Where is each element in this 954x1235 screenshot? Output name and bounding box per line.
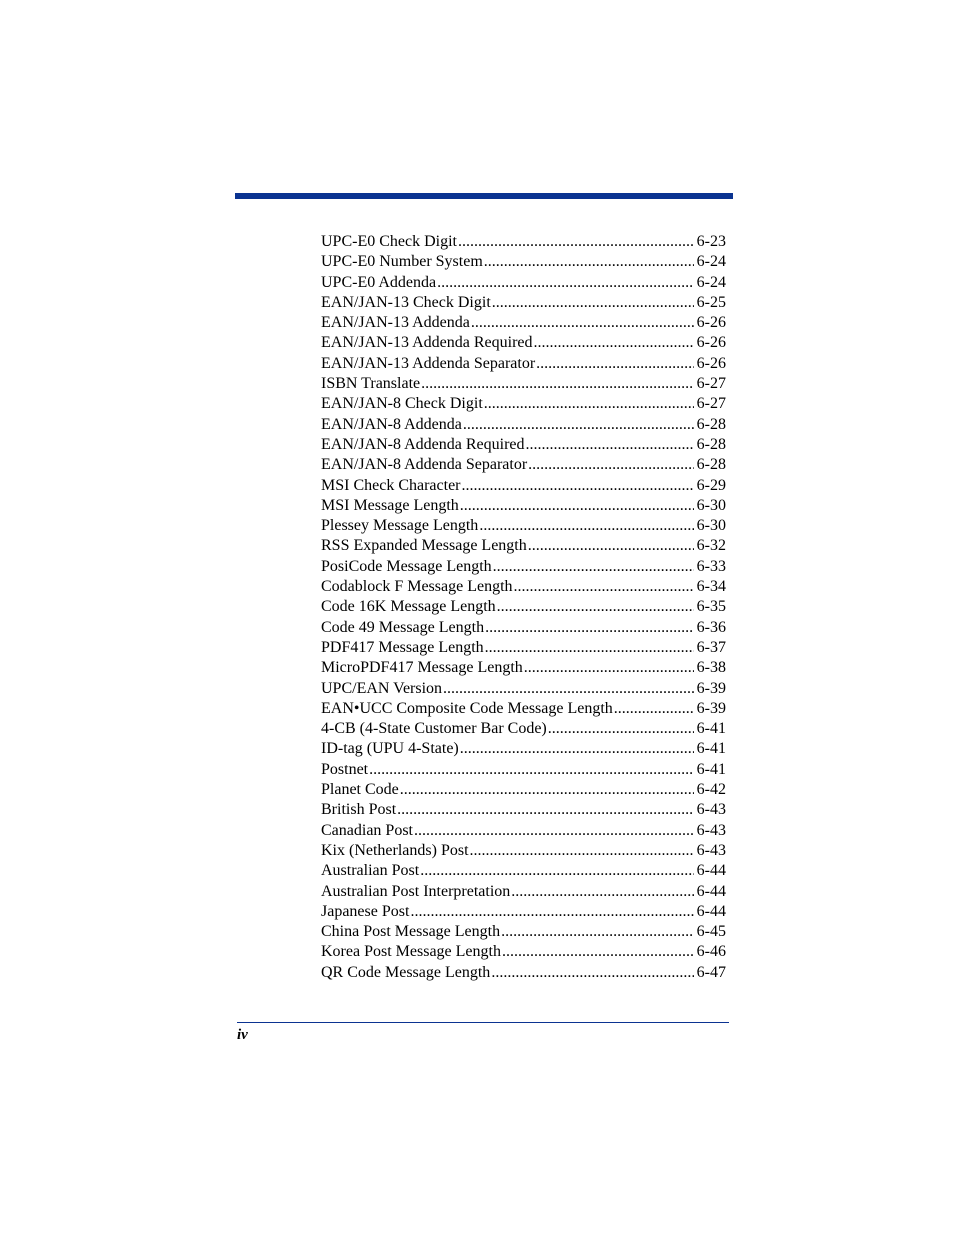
toc-entry[interactable] bbox=[321, 273, 726, 293]
toc-dot-leader bbox=[458, 232, 694, 252]
toc-entry[interactable] bbox=[321, 455, 726, 475]
toc-dot-leader bbox=[484, 394, 694, 414]
toc-entry-title: Postnet bbox=[321, 760, 369, 778]
toc-entry[interactable] bbox=[321, 679, 726, 699]
toc-entry-title: UPC-E0 Number System bbox=[321, 253, 483, 271]
toc-dot-leader bbox=[443, 679, 694, 699]
toc-entry-page: 6-27 bbox=[696, 395, 726, 413]
toc-entry-title: EAN/JAN-13 Check Digit bbox=[321, 293, 491, 311]
toc-dot-leader bbox=[614, 699, 694, 719]
toc-entry-title: EAN/JAN-13 Addenda bbox=[321, 314, 470, 332]
toc-entry-title: PDF417 Message Length bbox=[321, 638, 484, 656]
toc-entry-page: 6-34 bbox=[696, 578, 726, 596]
toc-entry-page: 6-41 bbox=[696, 760, 726, 778]
toc-entry-page: 6-46 bbox=[696, 943, 726, 961]
toc-entry[interactable] bbox=[321, 516, 726, 536]
toc-entry-page: 6-38 bbox=[696, 659, 726, 677]
toc-entry[interactable] bbox=[321, 902, 726, 922]
toc-dot-leader bbox=[502, 942, 694, 962]
toc-entry[interactable] bbox=[321, 496, 726, 516]
toc-entry[interactable] bbox=[321, 638, 726, 658]
toc-entry[interactable] bbox=[321, 963, 726, 983]
toc-entry-title: QR Code Message Length bbox=[321, 963, 491, 981]
toc-entry-title: MSI Check Character bbox=[321, 476, 461, 494]
toc-entry-title: Planet Code bbox=[321, 781, 399, 799]
toc-entry-title: Canadian Post bbox=[321, 821, 413, 839]
toc-entry[interactable] bbox=[321, 861, 726, 881]
toc-entry-page: 6-39 bbox=[696, 699, 726, 717]
toc-entry-page: 6-30 bbox=[696, 517, 726, 535]
toc-entry-page: 6-39 bbox=[696, 679, 726, 697]
toc-entry[interactable] bbox=[321, 821, 726, 841]
toc-dot-leader bbox=[514, 577, 694, 597]
toc-entry[interactable] bbox=[321, 313, 726, 333]
toc-entry-title: British Post bbox=[321, 801, 397, 819]
toc-entry[interactable] bbox=[321, 760, 726, 780]
toc-entry-title: EAN/JAN-8 Addenda Separator bbox=[321, 456, 528, 474]
toc-dot-leader bbox=[497, 597, 694, 617]
toc-entry-title: Japanese Post bbox=[321, 902, 410, 920]
toc-entry-title: EAN/JAN-13 Addenda Required bbox=[321, 334, 533, 352]
toc-dot-leader bbox=[420, 861, 693, 881]
toc-dot-leader bbox=[548, 719, 694, 739]
toc-entry[interactable] bbox=[321, 780, 726, 800]
toc-dot-leader bbox=[470, 841, 694, 861]
toc-entry-page: 6-28 bbox=[696, 435, 726, 453]
toc-entry[interactable] bbox=[321, 415, 726, 435]
toc-entry-title: ISBN Translate bbox=[321, 375, 421, 393]
toc-dot-leader bbox=[410, 902, 693, 922]
toc-entry[interactable] bbox=[321, 699, 726, 719]
toc-dot-leader bbox=[479, 516, 693, 536]
toc-entry-page: 6-47 bbox=[696, 963, 726, 981]
page-number: iv bbox=[237, 1027, 248, 1043]
toc-entry[interactable] bbox=[321, 618, 726, 638]
toc-entry-page: 6-23 bbox=[696, 233, 726, 250]
toc-entry-page: 6-42 bbox=[696, 781, 726, 799]
toc-entry[interactable] bbox=[321, 942, 726, 962]
toc-entry-page: 6-28 bbox=[696, 415, 726, 433]
toc-entry-page: 6-44 bbox=[696, 862, 726, 880]
toc-entry[interactable] bbox=[321, 293, 726, 313]
toc-entry-page: 6-43 bbox=[696, 821, 726, 839]
toc-dot-leader bbox=[471, 313, 694, 333]
toc-dot-leader bbox=[460, 496, 694, 516]
toc-entry-title: Code 16K Message Length bbox=[321, 598, 496, 616]
toc-dot-leader bbox=[492, 293, 694, 313]
toc-dot-leader bbox=[534, 333, 694, 353]
toc-entry-page: 6-44 bbox=[696, 902, 726, 920]
toc-dot-leader bbox=[437, 273, 694, 293]
toc-entry-title: ID-tag (UPU 4-State) bbox=[321, 740, 459, 758]
toc-entry-title: Australian Post Interpretation bbox=[321, 882, 511, 900]
toc-entry[interactable] bbox=[321, 394, 726, 414]
toc-entry-title: EAN/JAN-8 Addenda Required bbox=[321, 435, 525, 453]
toc-entry-page: 6-26 bbox=[696, 354, 726, 372]
header-rule bbox=[235, 193, 733, 199]
toc-entry-title: China Post Message Length bbox=[321, 923, 501, 941]
toc-entry-title: RSS Expanded Message Length bbox=[321, 537, 527, 555]
toc-entry-title: PosiCode Message Length bbox=[321, 557, 492, 575]
footer-rule bbox=[237, 1022, 729, 1023]
toc-dot-leader bbox=[524, 658, 694, 678]
table-of-contents bbox=[321, 232, 726, 983]
toc-entry-title: UPC-E0 Addenda bbox=[321, 273, 437, 291]
toc-entry[interactable] bbox=[321, 658, 726, 678]
toc-entry-title: EAN/JAN-8 Check Digit bbox=[321, 395, 483, 413]
toc-entry[interactable] bbox=[321, 232, 726, 252]
toc-entry[interactable] bbox=[321, 577, 726, 597]
toc-dot-leader bbox=[493, 557, 694, 577]
toc-entry[interactable] bbox=[321, 333, 726, 353]
toc-entry-page: 6-43 bbox=[696, 841, 726, 859]
toc-entry[interactable] bbox=[321, 719, 726, 739]
toc-entry-page: 6-41 bbox=[696, 720, 726, 738]
toc-entry-title: EAN/JAN-8 Addenda bbox=[321, 415, 462, 433]
toc-entry[interactable] bbox=[321, 435, 726, 455]
toc-entry-title: UPC-E0 Check Digit bbox=[321, 233, 457, 250]
toc-entry-title: MicroPDF417 Message Length bbox=[321, 659, 523, 677]
toc-entry-page: 6-28 bbox=[696, 456, 726, 474]
toc-dot-leader bbox=[397, 800, 694, 820]
toc-entry-title: UPC/EAN Version bbox=[321, 679, 443, 697]
toc-dot-leader bbox=[528, 455, 694, 475]
toc-entry-title: Kix (Netherlands) Post bbox=[321, 841, 469, 859]
toc-entry-page: 6-27 bbox=[696, 375, 726, 393]
toc-entry-page: 6-30 bbox=[696, 496, 726, 514]
toc-entry-page: 6-36 bbox=[696, 618, 726, 636]
toc-dot-leader bbox=[484, 252, 694, 272]
toc-entry-page: 6-37 bbox=[696, 638, 726, 656]
toc-dot-leader bbox=[414, 821, 694, 841]
toc-entry-title: Code 49 Message Length bbox=[321, 618, 485, 636]
toc-entry[interactable] bbox=[321, 922, 726, 942]
toc-entry[interactable] bbox=[321, 882, 726, 902]
toc-dot-leader bbox=[528, 536, 694, 556]
toc-entry-title: Australian Post bbox=[321, 862, 420, 880]
toc-dot-leader bbox=[421, 374, 694, 394]
toc-dot-leader bbox=[491, 963, 693, 983]
toc-dot-leader bbox=[460, 739, 694, 759]
toc-entry[interactable] bbox=[321, 597, 726, 617]
toc-entry[interactable] bbox=[321, 739, 726, 759]
toc-entry[interactable] bbox=[321, 841, 726, 861]
toc-dot-leader bbox=[369, 760, 694, 780]
toc-entry-title: Plessey Message Length bbox=[321, 517, 479, 535]
toc-dot-leader bbox=[462, 476, 694, 496]
toc-entry[interactable] bbox=[321, 252, 726, 272]
toc-entry-page: 6-35 bbox=[696, 598, 726, 616]
toc-dot-leader bbox=[536, 354, 694, 374]
toc-entry[interactable] bbox=[321, 476, 726, 496]
toc-dot-leader bbox=[485, 618, 694, 638]
toc-entry[interactable] bbox=[321, 354, 726, 374]
toc-dot-leader bbox=[511, 882, 693, 902]
toc-entry[interactable] bbox=[321, 557, 726, 577]
toc-entry-title: Korea Post Message Length bbox=[321, 943, 501, 961]
toc-entry-page: 6-33 bbox=[696, 557, 726, 575]
toc-entry-page: 6-29 bbox=[696, 476, 726, 494]
toc-entry-title: MSI Message Length bbox=[321, 496, 459, 514]
toc-entry-page: 6-26 bbox=[696, 314, 726, 332]
toc-entry[interactable] bbox=[321, 536, 726, 556]
toc-entry-page: 6-32 bbox=[696, 537, 726, 555]
toc-dot-leader bbox=[526, 435, 694, 455]
toc-dot-leader bbox=[501, 922, 694, 942]
toc-entry[interactable] bbox=[321, 800, 726, 820]
toc-dot-leader bbox=[485, 638, 694, 658]
toc-dot-leader bbox=[463, 415, 694, 435]
toc-entry-title: EAN/JAN-13 Addenda Separator bbox=[321, 354, 536, 372]
toc-entry[interactable] bbox=[321, 374, 726, 394]
toc-entry-page: 6-25 bbox=[696, 293, 726, 311]
toc-entry-page: 6-45 bbox=[696, 923, 726, 941]
toc-entry-page: 6-43 bbox=[696, 801, 726, 819]
toc-entry-title: 4-CB (4-State Customer Bar Code) bbox=[321, 720, 547, 738]
toc-entry-page: 6-44 bbox=[696, 882, 726, 900]
toc-entry-page: 6-41 bbox=[696, 740, 726, 758]
toc-entry-title: Codablock F Message Length bbox=[321, 578, 513, 596]
toc-entry-page: 6-26 bbox=[696, 334, 726, 352]
toc-entry-page: 6-24 bbox=[696, 253, 726, 271]
toc-dot-leader bbox=[400, 780, 694, 800]
toc-entry-title: EAN•UCC Composite Code Message Length bbox=[321, 699, 613, 717]
toc-entry-page: 6-24 bbox=[696, 273, 726, 291]
